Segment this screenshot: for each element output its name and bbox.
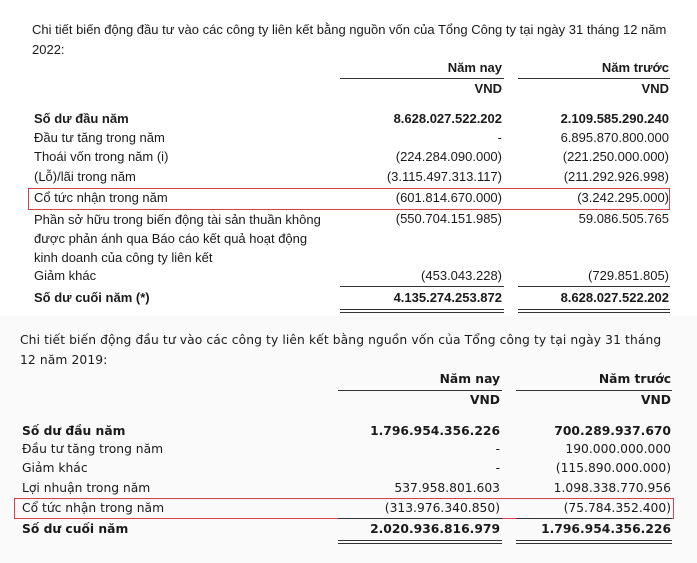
row-label: Số dư cuối năm (*) [34,290,150,305]
row-label: Giảm khác [34,268,97,283]
double-rule-current-1 [340,309,504,310]
double-rule-previous-2 [516,543,672,544]
currency-previous: VND [640,393,671,407]
intro-text: Chi tiết biến động đầu tư vào các công ty liên kết bằng nguồn vốn của Tổng công ty tại ngày 31 tháng 12 năm 2019: [20,333,662,367]
value-previous: (75.784.352.400) [563,501,671,515]
intro-text: Chi tiết biến động đầu tư vào các công ty liên kết bằng nguồn vốn của Tổng Công ty tại ngày 31 tháng 12 năm 2022: [32,22,667,57]
value-current: 4.135.274.253.872 [393,290,502,305]
row-label: Đầu tư tăng trong năm [22,442,164,456]
double-rule-previous-2 [518,312,670,313]
row-label: Phần sở hữu trong biến động tài sản thuần không được phản ánh qua Báo cáo kết quả hoạt động kinh doanh của công ty liên kết [34,212,321,265]
value-previous: (211.292.926.998) [563,169,669,184]
value-current: (224.284.090.000) [395,149,502,164]
row-label: Lợi nhuận trong năm [22,481,151,495]
row-label: Cổ tức nhận trong năm [34,190,168,205]
row-label: Cổ tức nhận trong năm [22,501,165,515]
total-rule-current [340,286,504,287]
row-label: Số dư cuối năm [22,522,129,536]
value-current: (313.976.340.850) [384,501,500,515]
header-rule-previous [516,390,672,391]
value-previous: 59.086.505.765 [578,211,669,226]
value-current: - [495,442,500,456]
value-previous: 190.000.000.000 [565,442,671,456]
row-label: Số dư đầu năm [22,424,126,438]
total-rule-previous [516,518,672,519]
row-label: Thoái vốn trong năm (i) [34,149,169,164]
value-current: 1.796.954.356.226 [370,424,500,438]
row-label: Số dư đầu năm [34,111,129,126]
row-label: Đầu tư tăng trong năm [34,130,165,145]
value-previous: (729.851.805) [588,268,669,283]
value-previous: 6.895.870.800.000 [560,130,669,145]
section-2019 [0,316,697,563]
col-header-current-year: Năm nay [447,60,502,75]
value-previous: (221.250.000.000) [562,149,669,164]
value-current: (601.814.670.000) [395,190,502,205]
col-header-current-year: Năm nay [439,372,500,386]
row-label: (Lỗ)/lãi trong năm [34,169,136,184]
value-previous: 2.109.585.290.240 [560,111,669,126]
double-rule-current-2 [340,312,504,313]
value-current: - [495,461,500,475]
col-header-previous-year: Năm trước [601,60,669,75]
value-current: (3.115.497.313.117) [386,169,502,184]
double-rule-previous-1 [518,309,670,310]
value-previous: 1.098.338.770.956 [553,481,671,495]
value-previous: (3.242.295.000) [577,190,669,205]
value-current: (550.704.151.985) [395,211,502,226]
value-current: 8.628.027.522.202 [393,111,502,126]
double-rule-current-2 [338,543,502,544]
header-rule-previous [518,78,670,79]
double-rule-previous-1 [516,540,672,541]
currency-previous: VND [641,81,669,96]
value-current: 2.020.936.816.979 [370,522,500,536]
currency-current: VND [474,81,502,96]
value-previous: (115.890.000.000) [555,461,671,475]
currency-current: VND [469,393,500,407]
value-previous: 700.289.937.670 [554,424,671,438]
double-rule-current-1 [338,540,502,541]
value-current: (453.043.228) [421,268,502,283]
col-header-previous-year: Năm trước [598,372,671,386]
header-rule-current [338,390,502,391]
total-rule-current [338,518,502,519]
row-label: Giảm khác [22,461,88,475]
header-rule-current [340,78,504,79]
value-previous: 1.796.954.356.226 [541,522,671,536]
total-rule-previous [518,286,670,287]
value-current: 537.958.801.603 [394,481,500,495]
value-current: - [497,130,502,145]
value-previous: 8.628.027.522.202 [560,290,669,305]
